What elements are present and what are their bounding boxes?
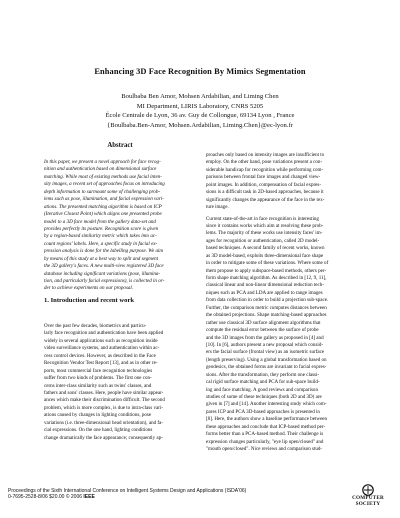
intro-line: variations (i.e. three-dimensional head orientation), and fa-: [44, 419, 163, 426]
abstract-line: der to achieve experiments on our proposal.: [44, 285, 134, 292]
abstract-line: by a region-based similarity metric which takes into ac-: [44, 233, 157, 240]
body-line: compute the residual error between the surface of probe: [206, 327, 319, 334]
body-line: geodesics, the obtained forms are invariant to facial expres-: [206, 364, 327, 371]
body-line: proaches only based on intensity images are insufficient to: [206, 152, 325, 158]
section-heading-introduction: 1. Introduction and recent work: [44, 297, 135, 304]
body-line: Current state-of-the-art in face recognition is interesting: [206, 215, 319, 222]
introduction-text: [44, 323, 196, 442]
body-line: ing and face matching. A good reviews and comparison: [206, 386, 318, 393]
intro-line: ports, most commercial face recognition technologies: [44, 367, 153, 374]
paper-title: Enhancing 3D Face Recognition By Mimics Segmentation: [94, 67, 306, 76]
body-line: Further, the comparison metric computes distances between: [206, 304, 327, 311]
abstract-line: sity images, a recent set of approaches focus on introducing: [44, 181, 165, 188]
abstract-line: depth information to surmount some of challenging prob-: [44, 188, 161, 195]
introduction-paragraph: [44, 323, 196, 442]
intro-line: cess control devices. However, as described in the Face: [44, 352, 156, 359]
abstract-line: count regions' labels. Here, a specific study in facial ex-: [44, 240, 158, 247]
abstract-line: (Iterative Closest Point) which aligns one presented probe: [44, 211, 162, 218]
intro-line: cerns inter-class similarity such as twins' classes, and: [44, 382, 152, 389]
body-line: siderable handicap for recognition while performing com-: [206, 166, 324, 173]
abstract-section: [44, 142, 196, 293]
author-department: MI Department, LIRIS Laboratory, CNRS 5205: [136, 102, 264, 110]
body-line: cal rigid surface matching and PCA for sub-space build-: [206, 379, 320, 386]
body-line: from data collection in order to build a projection sub-space.: [206, 297, 329, 304]
abstract-line: ations. The presented matching algorithm is based on ICP: [44, 203, 162, 210]
logo-mark-icon: [361, 483, 375, 495]
author-block: [0, 92, 400, 130]
body-line: expression changes particularly, "eye lip open/closed" and: [206, 438, 324, 445]
body-line: [8]. Here, the authors show a baseline performance between: [206, 416, 328, 423]
intro-line: larly face recognition and authentication have been applied: [44, 330, 164, 337]
right-paragraph-2: [206, 216, 358, 454]
body-line: classical linear and non-linear dimensional reduction tech-: [206, 282, 324, 289]
right-paragraph-1: [206, 152, 358, 212]
body-line: ages for recognition or authentication, called 2D model-: [206, 237, 320, 244]
body-line: significantly changes the appearance of the face in the tex-: [206, 196, 325, 203]
footer-ieee: IEEE: [83, 494, 95, 501]
logo-text-line1: COMPUTER: [352, 495, 384, 501]
author-names: Boulbaba Ben Amor, Mohsen Ardabilian, and Liming Chen: [121, 93, 279, 100]
intro-line: change dramatically the face appearance; consequently ap-: [44, 434, 163, 441]
body-line: as 3D model-based, exploits three-dimensional face shape: [206, 252, 324, 259]
body-line: form shape matching algorithm. As described in [12, 9, 11],: [206, 275, 327, 281]
body-line: since it contains works which aim at resolving these prob-: [206, 222, 324, 229]
page-footer: [8, 488, 246, 501]
body-line: point images. In addition, compensation of facial expres-: [206, 181, 322, 188]
computer-society-logo: [348, 483, 388, 513]
abstract-line: nition and authentication based on dimensional surface: [44, 166, 157, 173]
intro-line: ances which make their discrimination difficult. The second: [44, 397, 165, 404]
abstract-line: matching. While most of existing methods use facial inten-: [44, 173, 162, 180]
body-line: ture image.: [206, 204, 229, 211]
intro-line: suffer from two kinds of problems. The first one con-: [44, 375, 152, 382]
author-emails: {Boulbaba.Ben-Amor, Mohsen.Ardabilian, Liming.Chen}@ec-lyon.fr: [107, 121, 293, 129]
abstract-line: the 3D gallery's faces. A new multi-view registered 3D face: [44, 263, 164, 270]
abstract-line: tion, and particularly facial expressions), is collected in or-: [44, 278, 165, 284]
intro-line: fathers and sons' classes. Here, people have similar appear-: [44, 389, 164, 396]
body-line: in order to mitigate some of these variations. Where some of: [206, 260, 329, 267]
intro-line: widely in several applications such as recognition inside: [44, 337, 158, 344]
footer-proceedings: Proceedings of the Sixth International Conference on Intelligent Systems Design and Applications (ISDA'06): [8, 488, 247, 494]
intro-line: ations caused by changes in lighting conditions, pose: [44, 412, 152, 419]
body-line: employ. On the other hand, pose variations present a con-: [206, 159, 323, 166]
abstract-line: provides perfectly its posture. Recognition score is given: [44, 225, 159, 232]
body-line: ers the facial surface (frontal view) as an isometric surface: [206, 349, 325, 356]
body-line: forms better than a PCA-based method. Their challenge is: [206, 431, 324, 438]
abstract-line: model to a 3D face model from the gallery data-set and: [44, 218, 156, 225]
body-line: and the 3D images from the gallery as proposed in [4] and: [206, 334, 324, 341]
body-line: studies of some of these techniques (both 2D and 3D) are: [206, 394, 322, 400]
abstract-line: database including significant variations (pose, illumina-: [44, 270, 161, 277]
body-line: parisons between frontal face images and changed view-: [206, 174, 321, 181]
body-line: them propose to apply subspace-based methods, others per-: [206, 267, 327, 274]
abstract-heading: Abstract: [107, 142, 133, 149]
footer-isbn: 0-7695-2528-8/06 $20.00 © 2006: [8, 494, 83, 501]
body-line: given in [7] and [14]. Another interesting study which com-: [206, 401, 327, 408]
intro-line: problem, which is more complex, is due to intra-class vari-: [44, 404, 163, 411]
body-line: rather use classical 3D surface alignment algorithms that: [206, 319, 321, 326]
intro-line: Recognition Vendor Test Report [13], and as in other re-: [44, 360, 158, 367]
body-line: niques such as PCA and LDA are applied to range images: [206, 289, 323, 296]
body-line: pares ICP and PCA 3D-based approaches is presented in: [206, 408, 320, 415]
abstract-line: lems such as pose, illumination, and facial expression vari-: [44, 196, 164, 203]
footer-copyright: [8, 494, 246, 500]
body-line: based techniques. A second family of recent works, known: [206, 245, 325, 252]
body-line: lems. The majority of these works use intensity faces' im-: [206, 230, 323, 237]
intro-line: video surveillance systems, and authentication within ac-: [44, 345, 160, 352]
body-line: sions. After the transformation, they perform one classi-: [206, 371, 320, 378]
body-line: these approaches and conclude that ICP-based method per-: [206, 423, 326, 430]
body-line: the obtained projections. Shape matching-based approaches: [206, 312, 327, 319]
abstract-line: by means of this study at a best way to split and segment: [44, 255, 159, 262]
right-column: [206, 152, 358, 454]
abstract-line: pression analysis is done for the labelling purpose. We aim: [44, 248, 164, 255]
intro-line: cial expressions. On the one hand, lighting conditions: [44, 427, 153, 434]
intro-line: Over the past few decades, biometrics and particu-: [44, 323, 147, 329]
body-line: [10]. In [6], authors present a new proposal which consid-: [206, 341, 324, 348]
body-line: "mouth open/closed". Nice reviews and comparison stud-: [206, 446, 323, 453]
abstract-text: [44, 159, 196, 293]
body-line: (length preserving). Using a global transformation based on: [206, 356, 327, 363]
author-address: École Centrale de Lyon, 36 av. Guy de Collongue, 69134 Lyon , France: [105, 112, 295, 120]
logo-text-line2: SOCIETY: [355, 500, 381, 507]
body-line: sions is a difficult task in 2D-based approaches, because it: [206, 189, 324, 196]
abstract-line: In this paper, we present a novel approach for face recog-: [44, 159, 161, 165]
